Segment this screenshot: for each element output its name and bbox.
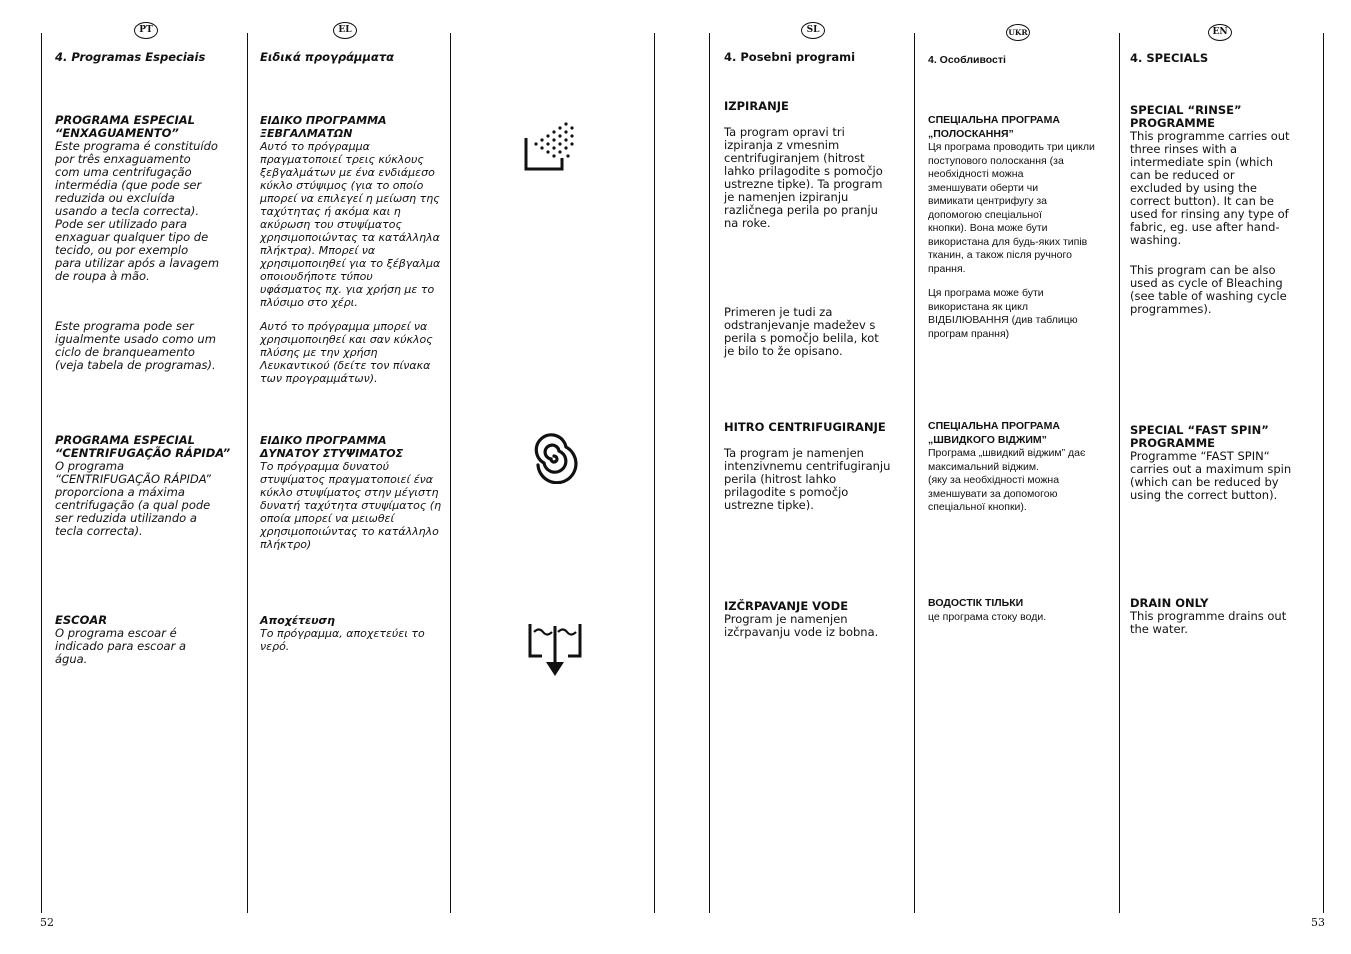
spin-icon [528,432,580,488]
spin-block-pt [55,434,245,538]
drain-heading-sl: IZČRPAVANJE VODE [724,599,849,613]
drain-block-ukr [928,597,1116,624]
spin-body-sl: Ta program je namenjen intenzivnemu centrifugiranju perila (hitrost lahko prilagodite s pomočjo ustrezne tipke). [724,446,891,512]
section-title-pt: 4. Programas Especiais [55,50,206,64]
rinse-extra-en [1130,264,1320,316]
language-badge-en: EN [1208,24,1232,41]
spin-block-el [260,434,448,551]
language-badge-el: EL [333,22,357,39]
rinse-extra-text-sl: Primeren je tudi za odstranjevanje madežev s perila s pomočjo belila, kot je bilo to že opisano. [724,305,879,358]
drain-block-en [1130,597,1320,636]
spin-body-ukr: Програма „швидкий віджим” дає максимальний віджим. (яку за необхідності можна зменшувати за допомогою спеціальної кнопки). [928,447,1086,513]
spin-body-en: Programme “FAST SPIN“ carries out a maximum spin (which can be reduced by using the correct button). [1130,449,1292,502]
rinse-heading-sl: IZPIRANJE [724,99,789,113]
drain-heading-ukr: ВОДОСТІК ТІЛЬКИ [928,597,1024,609]
drain-heading-en: DRAIN ONLY [1130,596,1209,610]
rinse-extra-text-el: Αυτό το πρόγραμμα μπορεί να χρησιμοποιηθεί και σαν κύκλος πλύσης με την χρήση Λευκαντικού (δείτε τον πίνακα των προγραμμάτων). [260,320,433,385]
rinse-extra-el [260,320,448,385]
column-divider [914,33,915,913]
rinse-block-el [260,114,448,309]
drain-block-sl [724,600,912,639]
rinse-body-ukr: Ця програма проводить три цикли поступового полоскання (за необхідності можна зменшувати оберти чи вимикати центрифугу за допомогою спеціальної кнопки). Вона може бути використана для будь-яких типів тканин, а також після ручного прання. [928,141,1095,275]
section-title-ukr: 4. Особливості [928,54,1006,66]
spin-heading-en: SPECIAL “FAST SPIN” PROGRAMME [1130,423,1269,450]
drain-heading-el: Αποχέτευση [260,614,335,627]
spin-heading-el: ΕΙΔΙΚΟ ΠΡΟΓΡΑΜΜΑ ΔΥΝΑΤΟΥ ΣΤΥΨΙΜΑΤΟΣ [260,434,404,460]
column-divider [654,33,655,913]
drain-body-en: This programme drains out the water. [1130,609,1287,636]
spin-heading-sl: HITRO CENTRIFUGIRANJE [724,420,886,434]
rinse-heading-ukr: СПЕЦІАЛЬНА ПРОГРАМА „ПОЛОСКАННЯ” [928,114,1060,140]
language-badge-ukr: UKR [1006,24,1030,41]
rinse-icon [522,120,582,178]
column-divider [247,33,248,913]
rinse-extra-pt [55,320,245,372]
section-title-en: 4. SPECIALS [1130,51,1209,65]
drain-body-el: Το πρόγραμμα, αποχετεύει το νερό. [260,627,425,653]
drain-heading-pt: ESCOAR [55,613,108,627]
spin-body-pt: O programa “CENTRIFUGAÇÃO RÁPIDA” proporciona a máxima centrifugação (a qual pode ser reduzida utilizando a tecla correcta). [55,459,212,538]
spin-block-en [1130,424,1320,502]
column-divider [41,33,42,913]
spin-block-ukr [928,420,1116,515]
section-title-el: Ειδικά προγράμματα [260,50,395,64]
rinse-extra-text-pt: Este programa pode ser igualmente usado como um ciclo de branqueamento (veja tabela de programas). [55,319,216,372]
rinse-body-el: Αυτό το πρόγραμμα πραγματοποιεί τρεις κύκλους ξεβγαλμάτων με ένα ενδιάμεσο κύκλο στύψιμος (για το οποίο μπορεί να επιλεγεί η μείωση της ταχύτητας ή ακόμα και η ακύρωση του στυψίματος χρησιμοποιώντας τα κατάλληλα πλήκτρα). Μπορεί να χρησιμοποιηθεί για το ξέβγαλμα οποιουδήποτε τύπου υφάσματος πχ. για χρήση με το πλύσιμο στο χέρι. [260,140,441,309]
drain-body-pt: O programa escoar é indicado para escoar a água. [55,626,187,666]
rinse-block-pt [55,114,245,283]
drain-body-sl: Program je namenjen izčrpavanju vode iz bobna. [724,612,879,639]
drain-block-el [260,614,448,653]
column-divider [450,33,451,913]
page-number-left: 52 [40,916,54,929]
rinse-extra-text-en: This program can be also used as cycle of Bleaching (see table of washing cycle programmes). [1130,263,1287,316]
section-title-sl: 4. Posebni programi [724,50,856,64]
drain-body-ukr: це програма стоку води. [928,610,1047,623]
rinse-body-en: This programme carries out three rinses with a intermediate spin (which can be reduced or excluded by using the correct button). It can be used for rinsing any type of fabric, eg. use after hand- washing. [1130,129,1290,247]
language-badge-sl: SL [801,22,825,39]
rinse-extra-ukr [928,287,1116,341]
column-divider [709,33,710,913]
rinse-heading-en: SPECIAL “RINSE” PROGRAMME [1130,103,1242,130]
rinse-block-ukr [928,114,1116,276]
language-badge-pt: PT [134,22,158,39]
rinse-extra-sl [724,306,912,358]
spin-body-el: Το πρόγραμμα δυνατού στυψίματος πραγματοποιεί ένα κύκλο στυψίματος στην μέγιστη δυνατή ταχύτητα στυψίματος (η οποία μπορεί να μειωθεί χρησιμοποιώντας το κατάλληλο πλήκτρο) [260,460,442,551]
spin-block-sl [724,421,912,512]
rinse-block-en [1130,104,1320,247]
column-divider [1323,33,1324,913]
rinse-extra-text-ukr: Ця програма може бути використана як цикл ВІДБІЛЮВАННЯ (див таблицю програм прання) [928,287,1078,340]
spin-heading-ukr: СПЕЦІАЛЬНА ПРОГРАМА „ШВИДКОГО ВІДЖИМ” [928,420,1060,446]
rinse-heading-pt: PROGRAMA ESPECIAL “ENXAGUAMENTO” [55,113,195,140]
rinse-body-sl: Ta program opravi tri izpiranja z vmesnim centrifugiranjem (hitrost lahko prilagodite s pomočjo ustrezne tipke). Ta program je namenjen izpiranju različnega perila po pranju na roke. [724,125,883,230]
column-divider [1119,33,1120,913]
spin-heading-pt: PROGRAMA ESPECIAL “CENTRIFUGAÇÃO RÁPIDA” [55,433,231,460]
drain-block-pt [55,614,245,666]
page-number-right: 53 [1311,916,1325,929]
rinse-block-sl [724,100,912,230]
drain-icon [526,620,588,684]
rinse-heading-el: ΕΙΔΙΚΟ ΠΡΟΓΡΑΜΜΑ ΞΕΒΓΑΛΜΑΤΩΝ [260,114,387,140]
rinse-body-pt: Este programa é constituído por três enxaguamento com uma centrifugação intermédia (que pode ser reduzida ou excluída usando a tecla correcta). Pode ser utilizado para enxaguar qualquer tipo de tecido, ou por exemplo para utilizar após a lavagem de roupa à mão. [55,139,220,283]
